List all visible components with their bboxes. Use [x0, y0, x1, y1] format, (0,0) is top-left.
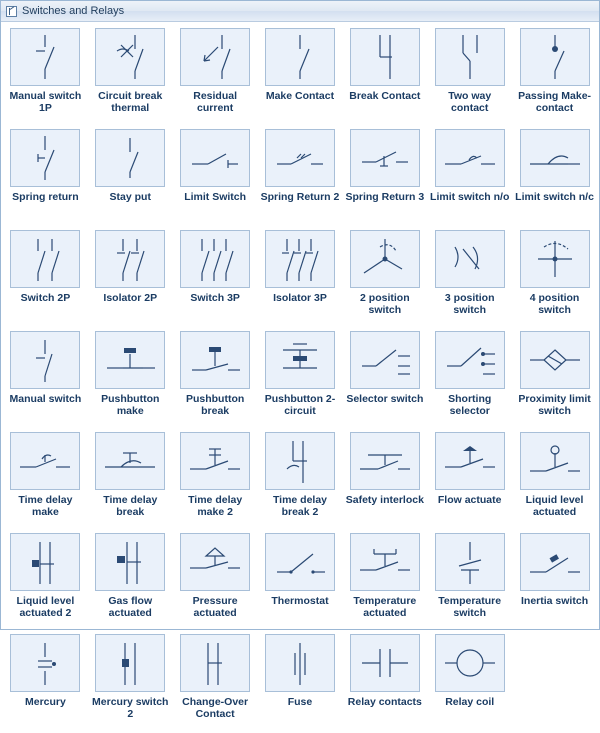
stencil-item-time-delay-make[interactable] [3, 430, 88, 531]
stencil-item-pushbutton-break[interactable] [173, 329, 258, 430]
flow-actuate-icon[interactable] [435, 432, 505, 490]
stencil-label: Liquid level actuated 2 [16, 595, 75, 619]
stencil-item-relay-contacts[interactable] [342, 632, 427, 733]
stencil-label: Safety interlock [345, 494, 424, 506]
stencil-label: Relay contacts [347, 696, 422, 708]
stencil-label: Pressure actuated [192, 595, 238, 619]
stencil-label: Spring Return 2 [260, 191, 340, 203]
residual-current-icon[interactable] [180, 28, 250, 86]
stencil-item-time-delay-break[interactable] [88, 430, 173, 531]
thermostat-icon[interactable] [265, 533, 335, 591]
liquid-level-actuated-icon[interactable] [520, 432, 590, 490]
stencil-item-temperature-actuated[interactable] [342, 531, 427, 632]
stencil-item-pressure-actuated[interactable] [173, 531, 258, 632]
mercury-icon[interactable] [10, 634, 80, 692]
passing-make-contact-icon[interactable] [520, 28, 590, 86]
stencil-label: Flow actuate [437, 494, 502, 506]
stencil-item-mercury-switch-2[interactable] [88, 632, 173, 733]
switch-icon [6, 6, 17, 17]
stencil-item-spring-return[interactable] [3, 127, 88, 228]
stencil-item-time-delay-make-2[interactable] [173, 430, 258, 531]
pushbutton-make-icon[interactable] [95, 331, 165, 389]
three-position-switch-icon[interactable] [435, 230, 505, 288]
stay-put-icon[interactable] [95, 129, 165, 187]
stencil-label: 4 position switch [529, 292, 580, 316]
two-way-contact-icon[interactable] [435, 28, 505, 86]
stencil-item-manual-switch-1p[interactable] [3, 26, 88, 127]
stencil-label: Liquid level actuated [525, 494, 584, 518]
stencil-item-break-contact[interactable] [342, 26, 427, 127]
liquid-level-actuated-2-icon[interactable] [10, 533, 80, 591]
break-contact-icon[interactable] [350, 28, 420, 86]
temperature-actuated-icon[interactable] [350, 533, 420, 591]
limit-switch-no-icon[interactable] [435, 129, 505, 187]
stencil-item-thermostat[interactable] [258, 531, 343, 632]
stencil-label: Isolator 3P [273, 292, 327, 304]
spring-return-icon[interactable] [10, 129, 80, 187]
stencil-label: Manual switch [9, 393, 82, 405]
switch-2p-icon[interactable] [10, 230, 80, 288]
two-position-switch-icon[interactable] [350, 230, 420, 288]
stencil-label: Pushbutton 2-circuit [264, 393, 336, 417]
selector-switch-icon[interactable] [350, 331, 420, 389]
stencil-item-proximity-limit-switch[interactable] [512, 329, 597, 430]
stencil-label: Switch 2P [20, 292, 71, 304]
proximity-limit-switch-icon[interactable] [520, 331, 590, 389]
stencil-label: Fuse [287, 696, 313, 708]
stencil-item-pushbutton-2-circuit[interactable] [258, 329, 343, 430]
stencil-item-gas-flow-actuated[interactable] [88, 531, 173, 632]
stencil-label: Two way contact [448, 90, 492, 114]
stencil-item-four-position-switch[interactable] [512, 228, 597, 329]
mercury-switch-2-icon[interactable] [95, 634, 165, 692]
stencil-label: Change-Over Contact [182, 696, 249, 720]
manual-switch-1p-icon[interactable] [10, 28, 80, 86]
four-position-switch-icon[interactable] [520, 230, 590, 288]
stencil-label: Thermostat [271, 595, 329, 607]
manual-switch-icon[interactable] [10, 331, 80, 389]
change-over-contact-icon[interactable] [180, 634, 250, 692]
stencil-item-two-way-contact[interactable] [427, 26, 512, 127]
circuit-break-thermal-icon[interactable] [95, 28, 165, 86]
spring-return-3-icon[interactable] [350, 129, 420, 187]
stencil-item-safety-interlock[interactable] [342, 430, 427, 531]
stencil-item-isolator-2p[interactable] [88, 228, 173, 329]
stencil-label: Limit switch n/c [515, 191, 594, 203]
limit-switch-nc-icon[interactable] [520, 129, 590, 187]
stencil-label: Spring return [12, 191, 79, 203]
shorting-selector-icon[interactable] [435, 331, 505, 389]
stencil-label: Switch 3P [190, 292, 240, 304]
stencil-item-manual-switch[interactable] [3, 329, 88, 430]
stencil-label: Circuit break thermal [98, 90, 163, 114]
stencil-label: Temperature switch [438, 595, 502, 619]
relay-coil-icon[interactable] [435, 634, 505, 692]
stencil-item-limit-switch[interactable] [173, 127, 258, 228]
stencil-label: Pushbutton make [101, 393, 160, 417]
stencil-item-temperature-switch[interactable] [427, 531, 512, 632]
stencil-label: Residual current [193, 90, 237, 114]
stencil-label: 3 position switch [444, 292, 495, 316]
stencil-label: 2 position switch [360, 292, 410, 316]
stencil-label: Manual switch 1P [9, 90, 82, 114]
limit-switch-icon[interactable] [180, 129, 250, 187]
stencil-label: Shorting selector [448, 393, 492, 417]
stencil-item-mercury[interactable] [3, 632, 88, 733]
relay-contacts-icon[interactable] [350, 634, 420, 692]
time-delay-make-icon[interactable] [10, 432, 80, 490]
stencil-label: Time delay make 2 [188, 494, 243, 518]
time-delay-break-icon[interactable] [95, 432, 165, 490]
stencil-label: Stay put [109, 191, 151, 203]
stencil-item-inertia-switch[interactable] [512, 531, 597, 632]
stencil-item-fuse[interactable] [258, 632, 343, 733]
isolator-3p-icon[interactable] [265, 230, 335, 288]
stencil-item-circuit-break-thermal[interactable] [88, 26, 173, 127]
stencil-item-spring-return-2[interactable] [258, 127, 343, 228]
stencil-item-limit-switch-nc[interactable] [512, 127, 597, 228]
fuse-icon[interactable] [265, 634, 335, 692]
time-delay-break-2-icon[interactable] [265, 432, 335, 490]
stencil-label: Time delay break [103, 494, 158, 518]
window-title-bar[interactable] [1, 1, 599, 22]
stencil-label: Pushbutton break [185, 393, 245, 417]
stencil-item-make-contact[interactable] [258, 26, 343, 127]
pushbutton-break-icon[interactable] [180, 331, 250, 389]
stencil-label: Mercury [24, 696, 66, 708]
stencil-item-switch-2p[interactable] [3, 228, 88, 329]
stencil-label: Inertia switch [521, 595, 589, 607]
stencil-item-switch-3p[interactable] [173, 228, 258, 329]
stencil-item-two-position-switch[interactable] [342, 228, 427, 329]
isolator-2p-icon[interactable] [95, 230, 165, 288]
stencil-item-selector-switch[interactable] [342, 329, 427, 430]
stencil-item-pushbutton-make[interactable] [88, 329, 173, 430]
stencil-label: Relay coil [445, 696, 495, 708]
stencil-label: Mercury switch 2 [92, 696, 169, 720]
stencil-item-liquid-level-actuated-2[interactable] [3, 531, 88, 632]
gas-flow-actuated-icon[interactable] [95, 533, 165, 591]
stencil-label: Break Contact [349, 90, 421, 102]
stencil-item-three-position-switch[interactable] [427, 228, 512, 329]
stencil-item-passing-make-contact[interactable] [512, 26, 597, 127]
stencil-item-limit-switch-no[interactable] [427, 127, 512, 228]
stencil-item-flow-actuate[interactable] [427, 430, 512, 531]
safety-interlock-icon[interactable] [350, 432, 420, 490]
stencil-label: Gas flow actuated [108, 595, 153, 619]
stencil-label: Limit switch n/o [430, 191, 510, 203]
stencil-label: Selector switch [346, 393, 424, 405]
spring-return-2-icon[interactable] [265, 129, 335, 187]
stencil-item-time-delay-break-2[interactable] [258, 430, 343, 531]
time-delay-make-2-icon[interactable] [180, 432, 250, 490]
stencil-item-spring-return-3[interactable] [342, 127, 427, 228]
stencil-label: Make Contact [265, 90, 335, 102]
pressure-actuated-icon[interactable] [180, 533, 250, 591]
make-contact-icon[interactable] [265, 28, 335, 86]
stencil-grid [1, 22, 599, 733]
stencil-item-stay-put[interactable] [88, 127, 173, 228]
stencil-item-isolator-3p[interactable] [258, 228, 343, 329]
stencil-item-residual-current[interactable] [173, 26, 258, 127]
inertia-switch-icon[interactable] [520, 533, 590, 591]
pushbutton-2-circuit-icon[interactable] [265, 331, 335, 389]
stencil-item-relay-coil[interactable] [427, 632, 512, 733]
stencil-item-shorting-selector[interactable] [427, 329, 512, 430]
window-title: Switches and Relays [22, 5, 125, 17]
stencil-label: Time delay break 2 [272, 494, 328, 518]
stencil-item-liquid-level-actuated[interactable] [512, 430, 597, 531]
stencil-label: Proximity limit switch [518, 393, 591, 417]
stencil-item-change-over-contact[interactable] [173, 632, 258, 733]
switch-3p-icon[interactable] [180, 230, 250, 288]
stencil-label: Temperature actuated [353, 595, 417, 619]
stencil-label: Limit Switch [184, 191, 247, 203]
temperature-switch-icon[interactable] [435, 533, 505, 591]
stencil-label: Passing Make-contact [518, 90, 592, 114]
stencil-label: Spring Return 3 [345, 191, 425, 203]
stencil-label: Time delay make [18, 494, 73, 518]
stencil-label: Isolator 2P [103, 292, 158, 304]
